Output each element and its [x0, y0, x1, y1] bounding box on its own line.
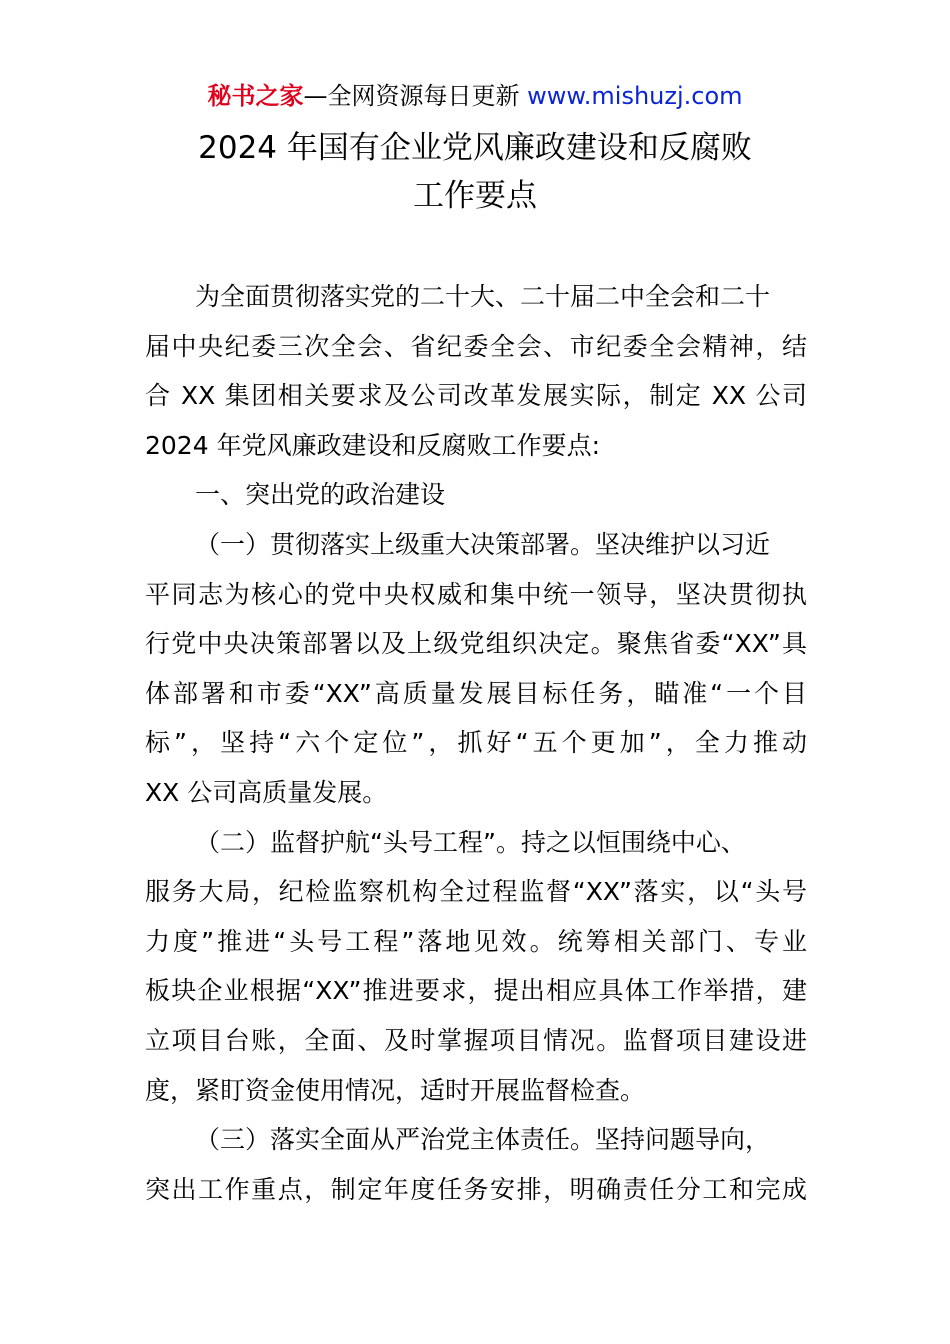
paragraph-line: 力度”推进“头号工程”落地见效。统筹相关部门、专业 [145, 926, 807, 956]
paragraph-line: 板块企业根据“XX”推进要求，提出相应具体工作举措，建 [145, 976, 807, 1006]
watermark-header [0, 80, 950, 112]
paragraph-line: 合 XX 集团相关要求及公司改革发展实际，制定 XX 公司 [145, 381, 807, 411]
paragraph-line: 服务大局，纪检监察机构全过程监督“XX”落实，以“头号 [145, 877, 807, 907]
watermark-brand: 秘书之家 [207, 82, 304, 110]
paragraph-line: XX 公司高质量发展。 [145, 777, 388, 807]
paragraph-line: 度，紧盯资金使用情况，适时开展监督检查。 [145, 1075, 646, 1105]
paragraph-line: 为全面贯彻落实党的二十大、二十届二中全会和二十 [195, 282, 771, 311]
document-body [145, 272, 807, 1214]
paragraph-line: 体部署和市委“XX”高质量发展目标任务，瞄准“一个目 [145, 678, 807, 708]
section-heading: 一、突出党的政治建设 [195, 480, 446, 510]
paragraph-line: 立项目台账，全面、及时掌握项目情况。监督项目建设进 [145, 1025, 807, 1055]
paragraph-line: 2024 年党风廉政建设和反腐败工作要点: [145, 430, 600, 460]
paragraph-line: （二）监督护航“头号工程”。持之以恒围绕中心、 [195, 827, 746, 857]
watermark-url[interactable]: www.mishuzj.com [527, 82, 743, 110]
paragraph-line: 行党中央决策部署以及上级党组织决定。聚焦省委“XX”具 [145, 629, 807, 659]
paragraph-line: 平同志为核心的党中央权威和集中统一领导，坚决贯彻执 [145, 579, 807, 609]
paragraph-line: 标”，坚持“六个定位”，抓好“五个更加”，全力推动 [145, 728, 807, 758]
document-title-line-2: 工作要点 [413, 178, 537, 214]
paragraph-line: 突出工作重点，制定年度任务安排，明确责任分工和完成 [145, 1174, 807, 1204]
paragraph-line: （三）落实全面从严治党主体责任。坚持问题导向， [195, 1125, 771, 1155]
watermark-tagline: —全网资源每日更新 [303, 82, 528, 110]
document-title-line-1: 2024 年国有企业党风廉政建设和反腐败 [198, 130, 752, 166]
paragraph-line: （一）贯彻落实上级重大决策部署。坚决维护以习近 [195, 529, 771, 559]
paragraph-line: 届中央纪委三次全会、省纪委全会、市纪委全会精神，结 [145, 331, 807, 361]
